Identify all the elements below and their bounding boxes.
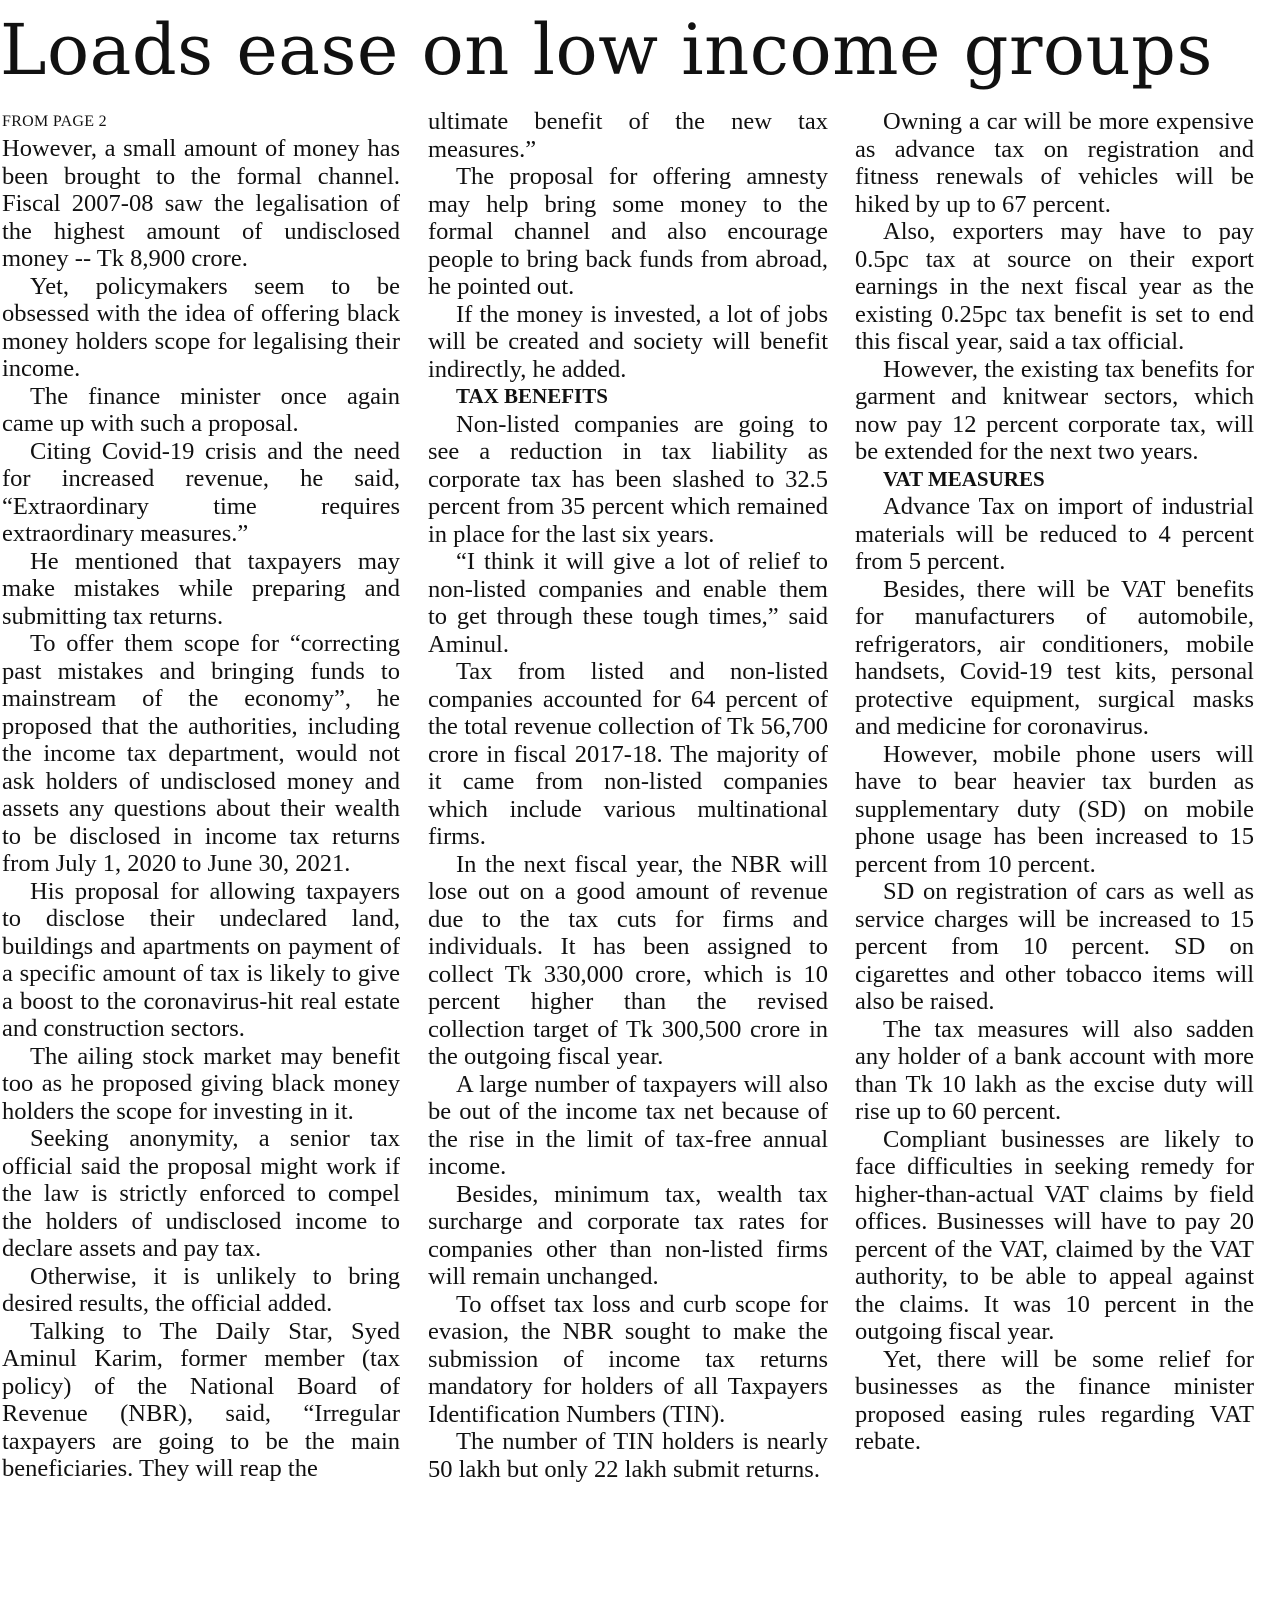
- paragraph: However, mobile phone users will have to bear heavier tax burden as supplementary duty (SD) on mobile phone usage has been increased to 15 percent from 10 percent.: [855, 740, 1254, 878]
- paragraph: The ailing stock market may benefit too as he proposed giving black money holders the scope for investing in it.: [2, 1042, 400, 1125]
- paragraph: Yet, policymakers seem to be obsessed with the idea of offering black money holders scope for legalising their income.: [2, 272, 400, 382]
- paragraph: However, a small amount of money has been brought to the formal channel. Fiscal 2007-08 saw the legalisation of the highest amount of undisclosed money -- Tk 8,900 crore.: [2, 135, 400, 272]
- continuation-kicker: FROM PAGE 2: [2, 113, 107, 130]
- headline: Loads ease on low income groups: [0, 9, 1213, 91]
- paragraph: In the next fiscal year, the NBR will lose out on a good amount of revenue due to the tax cuts for firms and individuals. It has been assigned to collect Tk 330,000 crore, which is 10 percent higher than the revised collection target of Tk 300,500 crore in the outgoing fiscal year.: [428, 850, 828, 1070]
- paragraph: Talking to The Daily Star, Syed Aminul Karim, former member (tax policy) of the National Board of Revenue (NBR), said, “Irregular taxpayers are going to be the main beneficiaries. They will reap the: [2, 1317, 400, 1482]
- paragraph: His proposal for allowing taxpayers to disclose their undeclared land, buildings and apartments on payment of a specific amount of tax is likely to give a boost to the coronavirus-hit real estate and construction sectors.: [2, 877, 400, 1042]
- paragraph: The tax measures will also sadden any holder of a bank account with more than Tk 10 lakh as the excise duty will rise up to 60 percent.: [855, 1015, 1254, 1125]
- paragraph: ultimate benefit of the new tax measures.”: [428, 108, 828, 163]
- paragraph: Non-listed companies are going to see a reduction in tax liability as corporate tax has been slashed to 32.5 percent from 35 percent which remained in place for the last six years.: [428, 410, 828, 548]
- paragraph: The finance minister once again came up with such a proposal.: [2, 382, 400, 437]
- article-column-2: [428, 108, 828, 1604]
- article-column-1: [2, 108, 400, 1604]
- paragraph: To offset tax loss and curb scope for evasion, the NBR sought to make the submission of income tax returns mandatory for holders of all Taxpayers Identification Numbers (TIN).: [428, 1290, 828, 1428]
- paragraph: SD on registration of cars as well as service charges will be increased to 15 percent from 10 percent. SD on cigarettes and other tobacco items will also be raised.: [855, 878, 1254, 1015]
- paragraph: The proposal for offering amnesty may help bring some money to the formal channel and also encourage people to bring back funds from abroad, he pointed out.: [428, 163, 828, 300]
- paragraph: Besides, minimum tax, wealth tax surcharge and corporate tax rates for companies other than non-listed firms will remain unchanged.: [428, 1180, 828, 1290]
- paragraph: Otherwise, it is unlikely to bring desired results, the official added.: [2, 1262, 400, 1317]
- article-column-3: [855, 108, 1254, 1604]
- paragraph: Compliant businesses are likely to face difficulties in seeking remedy for higher-than-actual VAT claims by field offices. Businesses will have to pay 20 percent of the VAT, claimed by the VAT authority, to be able to appeal against the claims. It was 10 percent in the outgoing fiscal year.: [855, 1125, 1254, 1345]
- paragraph: If the money is invested, a lot of jobs will be created and society will benefit indirectly, he added.: [428, 300, 828, 383]
- paragraph: Advance Tax on import of industrial materials will be reduced to 4 percent from 5 percent.: [855, 493, 1254, 575]
- paragraph: He mentioned that taxpayers may make mistakes while preparing and submitting tax returns.: [2, 547, 400, 630]
- paragraph: Seeking anonymity, a senior tax official said the proposal might work if the law is strictly enforced to compel the holders of undisclosed income to declare assets and pay tax.: [2, 1125, 400, 1262]
- paragraph: To offer them scope for “correcting past mistakes and bringing funds to mainstream of the economy”, he proposed that the authorities, including the income tax department, would not ask holders of undisclosed money and assets any questions about their wealth to be disclosed in income tax returns from July 1, 2020 to June 30, 2021.: [2, 630, 400, 877]
- paragraph: Also, exporters may have to pay 0.5pc tax at source on their export earnings in the next fiscal year as the existing 0.25pc tax benefit is set to end this fiscal year, said a tax official.: [855, 218, 1254, 355]
- subheading-tax-benefits: TAX BENEFITS: [456, 384, 608, 408]
- paragraph: Besides, there will be VAT benefits for manufacturers of automobile, refrigerators, air conditioners, mobile handsets, Covid-19 test kits, personal protective equipment, surgical masks and medicine for coronavirus.: [855, 575, 1254, 740]
- paragraph: Yet, there will be some relief for businesses as the finance minister proposed easing rules regarding VAT rebate.: [855, 1345, 1254, 1455]
- paragraph: Citing Covid-19 crisis and the need for increased revenue, he said, “Extraordinary time requires extraordinary measures.”: [2, 437, 400, 547]
- paragraph: The number of TIN holders is nearly 50 lakh but only 22 lakh submit returns.: [428, 1428, 828, 1483]
- paragraph: Tax from listed and non-listed companies accounted for 64 percent of the total revenue collection of Tk 56,700 crore in fiscal 2017-18. The majority of it came from non-listed companies which include various multinational firms.: [428, 658, 828, 850]
- paragraph: A large number of taxpayers will also be out of the income tax net because of the rise in the limit of tax-free annual income.: [428, 1070, 828, 1180]
- paragraph: Owning a car will be more expensive as advance tax on registration and fitness renewals of vehicles will be hiked by up to 67 percent.: [855, 108, 1254, 218]
- subheading-vat-measures: VAT MEASURES: [883, 466, 1045, 491]
- paragraph: However, the existing tax benefits for garment and knitwear sectors, which now pay 12 percent corporate tax, will be extended for the next two years.: [855, 355, 1254, 465]
- paragraph: “I think it will give a lot of relief to non-listed companies and enable them to get through these tough times,” said Aminul.: [428, 548, 828, 658]
